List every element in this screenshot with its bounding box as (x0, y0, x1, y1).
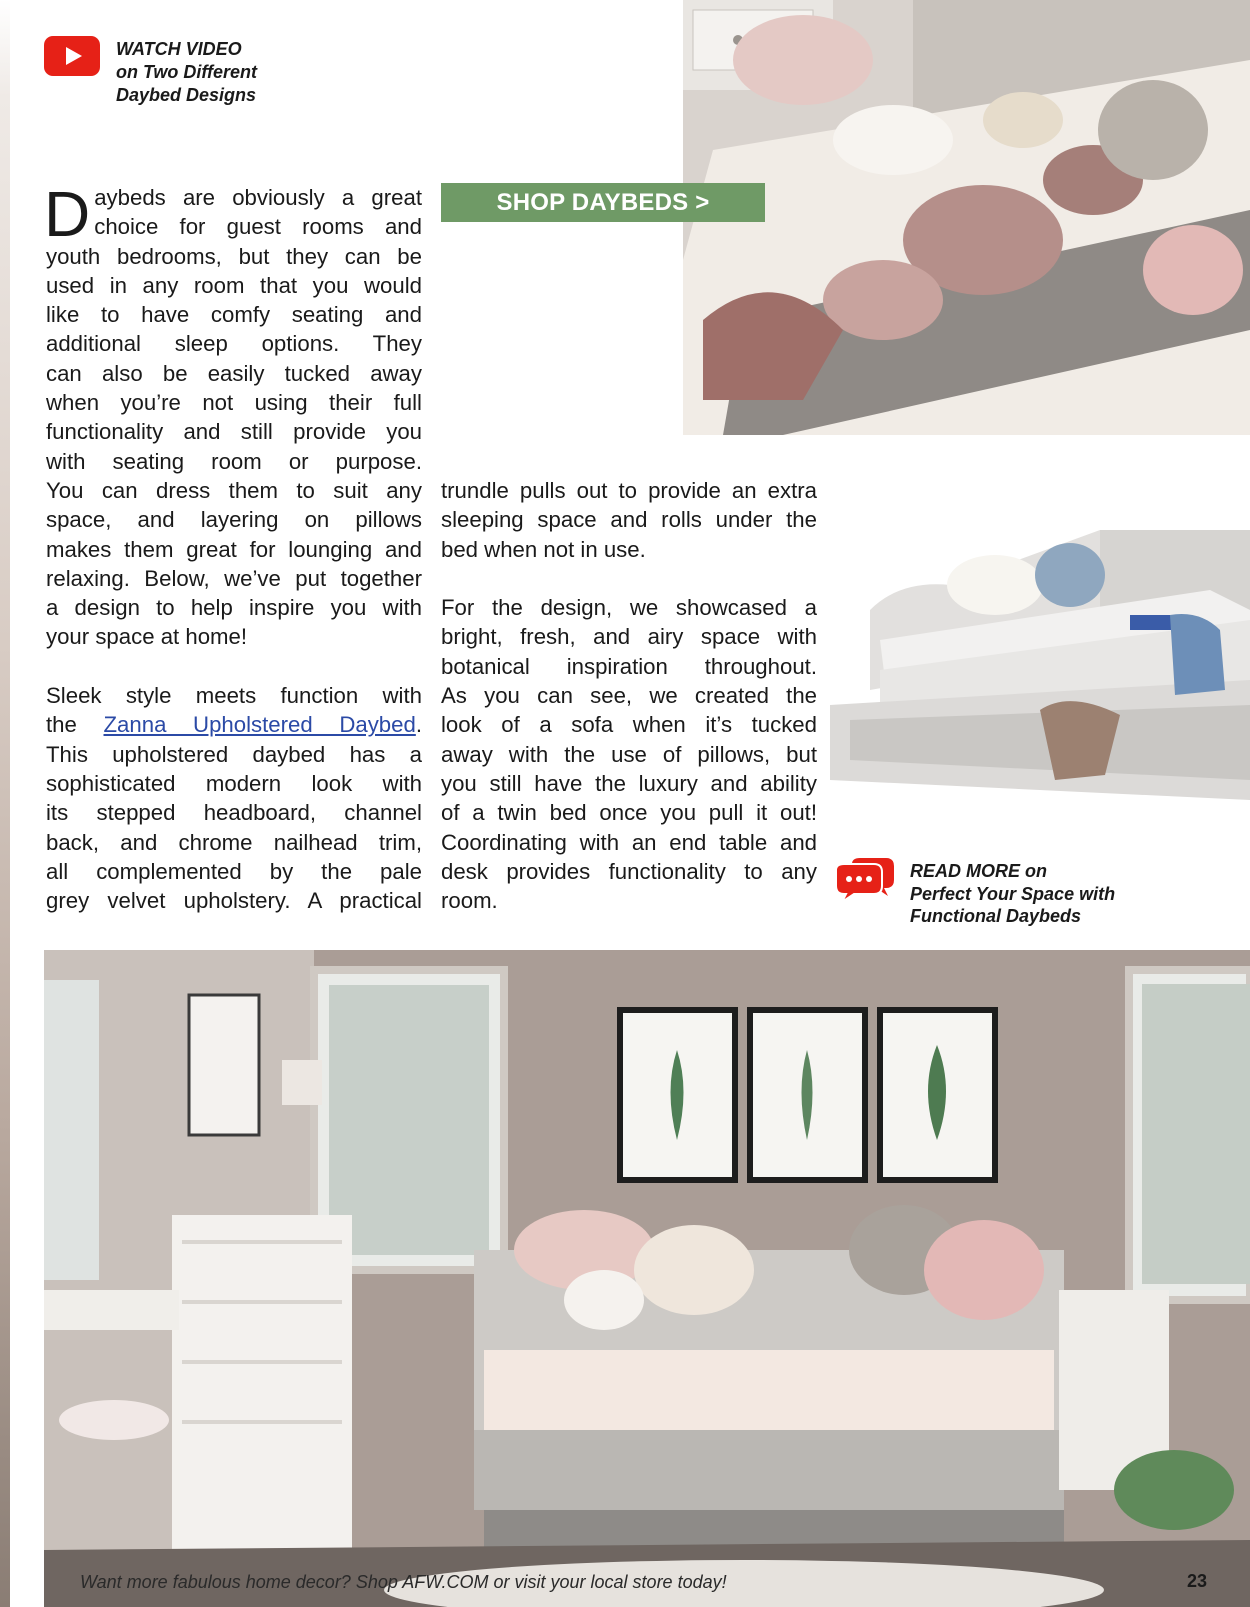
paragraph-line: of a twin bed once you pull it out! (441, 800, 817, 826)
paragraph-line: sophisticated modern look with (46, 770, 422, 796)
intro-line: can also be easily tucked away (46, 360, 422, 386)
article-intro-paragraph (44, 178, 422, 652)
watch-video-link[interactable] (44, 36, 284, 106)
photo-room-with-daybed-and-botanical-prints (44, 950, 1250, 1607)
paragraph-line: Sleek style meets function with (46, 683, 422, 709)
paragraph-line: away with the use of pillows, but (441, 741, 817, 767)
paragraph-line: trundle pulls out to provide an extra (441, 478, 817, 503)
paragraph-line: bright, fresh, and airy space with (441, 624, 817, 650)
paragraph-line: you still have the luxury and ability (441, 770, 817, 796)
watch-video-line-2: on Two Different (116, 62, 257, 82)
article-column-2 (441, 476, 817, 915)
article-trundle-paragraph (441, 476, 817, 564)
photo-floral-daybed-closeup (683, 0, 1250, 435)
intro-line: used in any room that you would (46, 272, 422, 298)
intro-line: relaxing. Below, we’ve put together (46, 565, 422, 591)
intro-line: You can dress them to suit any (46, 477, 422, 503)
intro-line: a design to help inspire you with (46, 595, 422, 621)
paragraph-line-with-link (46, 710, 422, 739)
paragraph-line: This upholstered daybed has a (46, 741, 422, 767)
youtube-play-icon (44, 36, 100, 76)
paragraph-line: grey velvet upholstery. A practical (46, 888, 422, 914)
watch-video-line-1: WATCH VIDEO (116, 39, 242, 59)
paragraph-line: As you can see, we created the (441, 683, 817, 709)
article-design-paragraph (441, 593, 817, 915)
zanna-upholstered-daybed-link[interactable]: Zanna Upholstered Daybed (103, 712, 416, 738)
paragraph-line: desk provides functionality to any (441, 858, 817, 884)
intro-line: like to have comfy seating and (46, 302, 422, 328)
intro-line: functionality and still provide you (46, 419, 422, 445)
watch-video-line-3: Daybed Designs (116, 85, 257, 105)
chat-bubbles-icon (836, 858, 894, 902)
article-second-paragraph (46, 681, 422, 915)
paragraph-line: bed when not in use. (441, 536, 646, 562)
read-more-link[interactable] (836, 856, 1236, 936)
text-the: the (46, 712, 104, 738)
read-more-line-1: READ MORE on (910, 861, 1047, 881)
intro-line: youth bedrooms, but they can be (46, 243, 422, 269)
paragraph-line: botanical inspiration throughout. (441, 653, 817, 679)
intro-line: makes them great for lounging and (46, 536, 422, 562)
intro-line: with seating room or purpose. (46, 448, 422, 474)
intro-line: space, and layering on pillows (46, 507, 422, 533)
intro-line: aybeds are obviously a great (94, 185, 422, 210)
intro-line: your space at home! (46, 624, 248, 650)
article-column-1 (44, 178, 422, 915)
paragraph-line: back, and chrome nailhead trim, (46, 829, 422, 855)
watch-video-text (116, 38, 257, 107)
intro-line: additional sleep options. They (46, 331, 422, 357)
paragraph-line: look of a sofa when it’s tucked (441, 712, 817, 738)
paragraph-line: Coordinating with an end table and (441, 829, 817, 855)
shop-daybeds-button[interactable]: SHOP DAYBEDS > (441, 183, 765, 222)
paragraph-line: room. (441, 888, 498, 914)
read-more-line-2: Perfect Your Space with (910, 883, 1116, 904)
paragraph-line: all complemented by the pale (46, 858, 422, 884)
photo-daybed-with-trundle (830, 530, 1250, 830)
paragraph-line: For the design, we showcased a (441, 595, 817, 621)
read-more-line-3: Functional Daybeds (910, 906, 1082, 926)
read-more-text (910, 860, 1115, 928)
footer-promo-text: Want more fabulous home decor? Shop AFW.COM or visit your local store today! (80, 1572, 727, 1592)
intro-line: when you’re not using their full (46, 390, 422, 416)
intro-line: choice for guest rooms and (94, 214, 422, 240)
page-number: 23 (1187, 1571, 1208, 1591)
text-period: . (415, 712, 422, 738)
paragraph-line: sleeping space and rolls under the (441, 507, 817, 533)
paragraph-line: its stepped headboard, channel (46, 800, 422, 826)
page-edge-strip (0, 0, 10, 1607)
drop-cap: D (44, 178, 91, 250)
